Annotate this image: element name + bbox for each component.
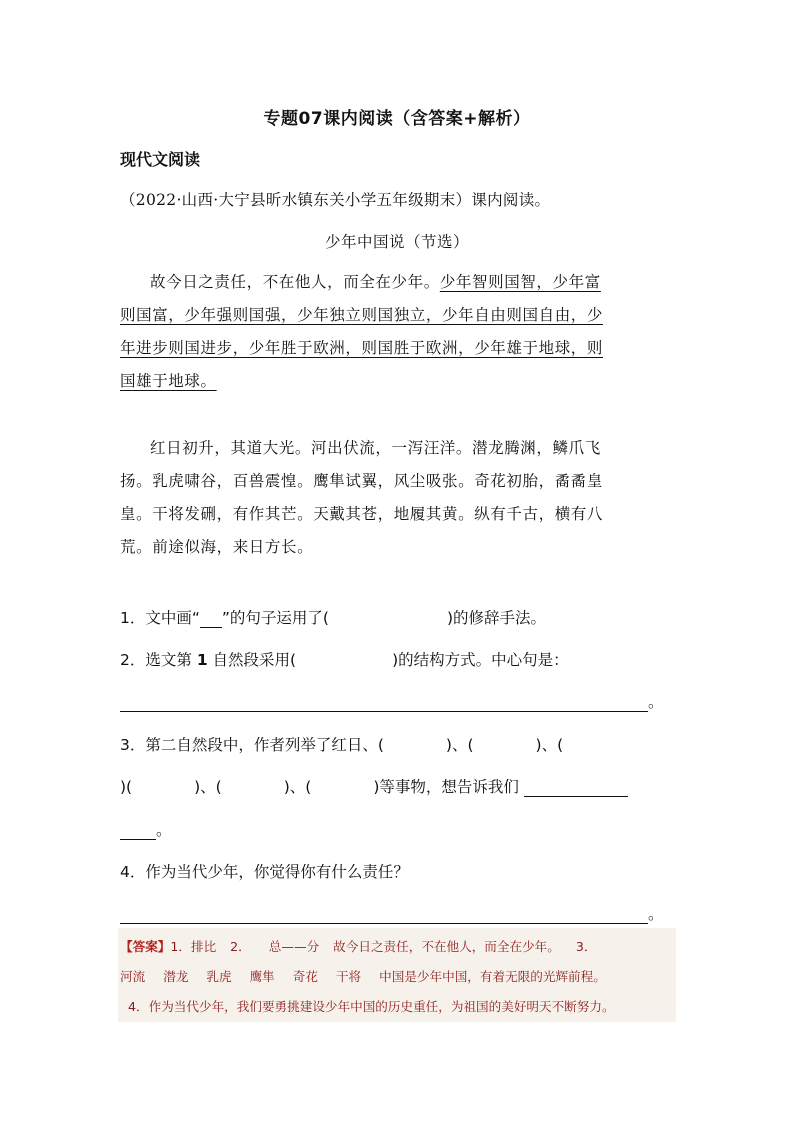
- question-2-answer-line: [120, 690, 664, 712]
- q2-text-a: 2．选文第: [120, 651, 192, 669]
- q3-blank-meaning[interactable]: [524, 780, 628, 797]
- q3-sep-3: )、(: [194, 778, 222, 796]
- answer-row-3: [128, 996, 615, 1015]
- q4-blank[interactable]: [120, 907, 648, 924]
- q1-text-c: )的修辞手法。: [446, 609, 547, 627]
- p2-line-4: 荒。前途似海，来日方长。: [120, 538, 314, 556]
- q3-text-line2b: )等事物，想告诉我们: [373, 778, 519, 796]
- source-line: （2022·山西·大宁县昕水镇东关小学五年级期末）课内阅读。: [120, 191, 551, 209]
- p1-underlined-3: 年进步则国进步，少年胜于欧洲，则国胜于欧洲，少年雄于地球，则: [120, 339, 604, 357]
- answer-row-2: [120, 966, 606, 985]
- answer-3-item: 鹰隼: [249, 969, 275, 984]
- answer-tag: 【答案】: [120, 939, 171, 954]
- page-title: 专题07课内阅读（含答案+解析）: [263, 109, 531, 129]
- q2-text-b: 自然段采用(: [212, 651, 297, 669]
- q2-end-mark: 。: [648, 693, 664, 711]
- p1-underlined-1: 少年智则国智，少年富: [439, 273, 601, 291]
- question-2: [120, 648, 569, 670]
- answer-2-center-sentence: 故今日之责任，不在他人，而全在少年。: [333, 939, 560, 954]
- q2-paragraph-number: 1: [196, 651, 208, 669]
- answer-row-1: [120, 936, 596, 955]
- answer-3-item: 河流: [120, 969, 146, 984]
- answer-box: [118, 928, 676, 1022]
- p2-line-3: 皇。干将发硎，有作其芒。天戴其苍，地履其黄。纵有千古，横有八: [120, 505, 604, 523]
- q3-sep-1: )、(: [445, 736, 474, 754]
- section-heading: 现代文阅读: [120, 150, 201, 169]
- q1-underline-sample: [200, 611, 222, 628]
- q2-blank-center-sentence[interactable]: [120, 695, 648, 712]
- paragraph-2: [120, 432, 676, 564]
- answer-3-meaning: 中国是少年中国，有着无限的光辉前程。: [379, 969, 606, 984]
- q3-sep-2: )、(: [535, 736, 564, 754]
- q3-text-line2a: )(: [120, 778, 133, 796]
- question-3-line-3: [120, 818, 172, 840]
- answer-3-item: 干将: [335, 969, 362, 984]
- answer-2-number: 2．: [230, 939, 251, 954]
- q4-text: 4．作为当代少年，你觉得你有什么责任？: [120, 863, 409, 881]
- q3-end-mark: 。: [156, 821, 172, 839]
- p2-line-1: 红日初升，其道大光。河出伏流，一泻汪洋。潜龙腾渊，鳞爪飞: [150, 439, 601, 457]
- answer-1: 1．排比: [170, 939, 217, 954]
- question-3: [120, 733, 563, 755]
- q1-text-b: ”的句子运用了(: [221, 609, 329, 627]
- p2-line-2: 扬。乳虎啸谷，百兽震惶。鹰隼试翼，风尘吸张。奇花初胎，矞矞皇: [120, 472, 604, 490]
- question-4: [120, 860, 409, 882]
- p1-underlined-4: 国雄于地球。: [120, 372, 217, 390]
- question-4-answer-line: [120, 902, 664, 924]
- q4-end-mark: 。: [648, 905, 664, 923]
- q2-text-c: )的结构方式。中心句是：: [392, 651, 569, 669]
- answer-2: 总——分: [268, 939, 320, 954]
- answer-3-number: 3．: [575, 939, 597, 954]
- q3-text-a: 3．第二自然段中，作者列举了红日、(: [120, 736, 384, 754]
- p1-underlined-2: 则国富，少年强则国强，少年独立则国独立，少年自由则国自由，少: [120, 306, 604, 324]
- answer-3-item: 潜龙: [163, 969, 189, 984]
- answer-3-item: 乳虎: [206, 969, 232, 984]
- answer-3-item: 奇花: [292, 969, 318, 984]
- answer-4: 4．作为当代少年，我们要勇挑建设少年中国的历史重任，为祖国的美好明天不断努力。: [128, 999, 615, 1014]
- question-1: [120, 606, 546, 628]
- q1-text-a: 1．文中画“: [120, 609, 200, 627]
- passage-title: 少年中国说（节选）: [324, 233, 469, 251]
- q3-sep-4: )、(: [283, 778, 312, 796]
- p1-plain: 故今日之责任，不在他人，而全在少年。: [150, 273, 440, 291]
- paragraph-1: [120, 266, 676, 398]
- q3-blank-meaning-cont[interactable]: [120, 823, 156, 840]
- question-3-line-2: [120, 775, 628, 797]
